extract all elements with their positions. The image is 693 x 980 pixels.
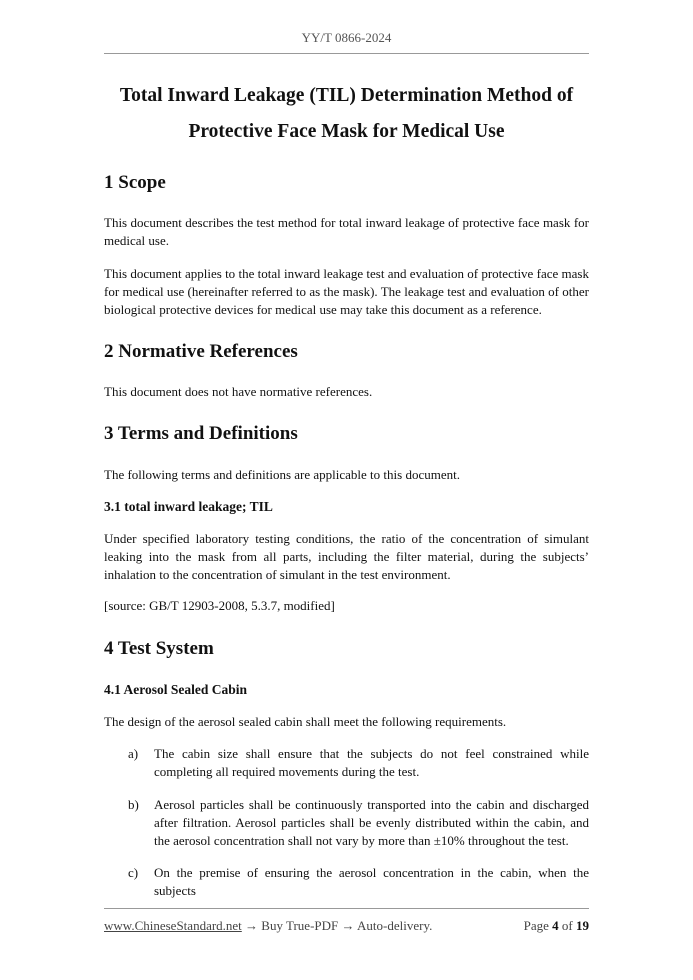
aerosol-cabin-intro: The design of the aerosol sealed cabin shall meet the following requirements.: [104, 714, 507, 729]
site-link[interactable]: www.ChineseStandard.net: [104, 918, 242, 933]
term-heading-til: 3.1 total inward leakage; TIL: [104, 499, 273, 514]
page-label: Page: [523, 918, 549, 933]
document-title-line-2: Protective Face Mask for Medical Use: [188, 121, 505, 142]
promo-text: → Buy True-PDF → Auto-delivery.: [241, 918, 433, 933]
scope-paragraph-2: This document applies to the total inward leakage test and evaluation of protective face mask for medical use (hereinafter referred to as the mask). The leakage test and evaluation of other biological protective devices for medical use may take this document as a reference.: [104, 266, 589, 317]
section-heading-test-system: 4 Test System: [104, 638, 214, 659]
document-title-line-1: Total Inward Leakage (TIL) Determination Method of: [119, 85, 574, 106]
footer-promo: [104, 918, 432, 934]
list-item-marker: b): [128, 797, 139, 812]
page-number: [500, 918, 589, 934]
list-item-marker: a): [128, 746, 139, 761]
section-heading-scope: 1 Scope: [104, 172, 166, 193]
list-item-text: Aerosol particles shall be continuously transported into the cabin and discharged after filtration. Aerosol particles shall be evenly distributed within the cabin, and the aerosol concentration shall not vary by more than ±10% throughout the test.: [154, 797, 589, 848]
page-current: 4: [552, 918, 559, 933]
list-item-text: On the premise of ensuring the aerosol concentration in the cabin, when the subjects: [154, 865, 589, 898]
scope-paragraph-1: This document describes the test method for total inward leakage of protective face mask for medical use.: [104, 215, 589, 248]
subsection-heading-aerosol-cabin: 4.1 Aerosol Sealed Cabin: [104, 682, 248, 697]
term-definition-til: Under specified laboratory testing conditions, the ratio of the concentration of simulant leaking into the mask from all parts, including the filter material, during the subjects’ inhalation to the concentration of simulant in the test environment.: [104, 531, 589, 582]
running-header: YY/T 0866-2024: [301, 30, 392, 45]
list-item-marker: c): [128, 865, 139, 880]
header-divider: [104, 53, 589, 54]
normative-references-paragraph: This document does not have normative references.: [104, 384, 373, 399]
footer-divider: [104, 908, 589, 909]
section-heading-terms-definitions: 3 Terms and Definitions: [104, 423, 298, 444]
term-source-note: [source: GB/T 12903-2008, 5.3.7, modified]: [104, 598, 335, 613]
page-total: 19: [576, 918, 589, 933]
page-of: of: [561, 918, 573, 933]
terms-intro-paragraph: The following terms and definitions are applicable to this document.: [104, 467, 460, 482]
section-heading-normative-references: 2 Normative References: [104, 341, 298, 362]
list-item-text: The cabin size shall ensure that the subjects do not feel constrained while completing all required movements during the test.: [154, 746, 589, 779]
